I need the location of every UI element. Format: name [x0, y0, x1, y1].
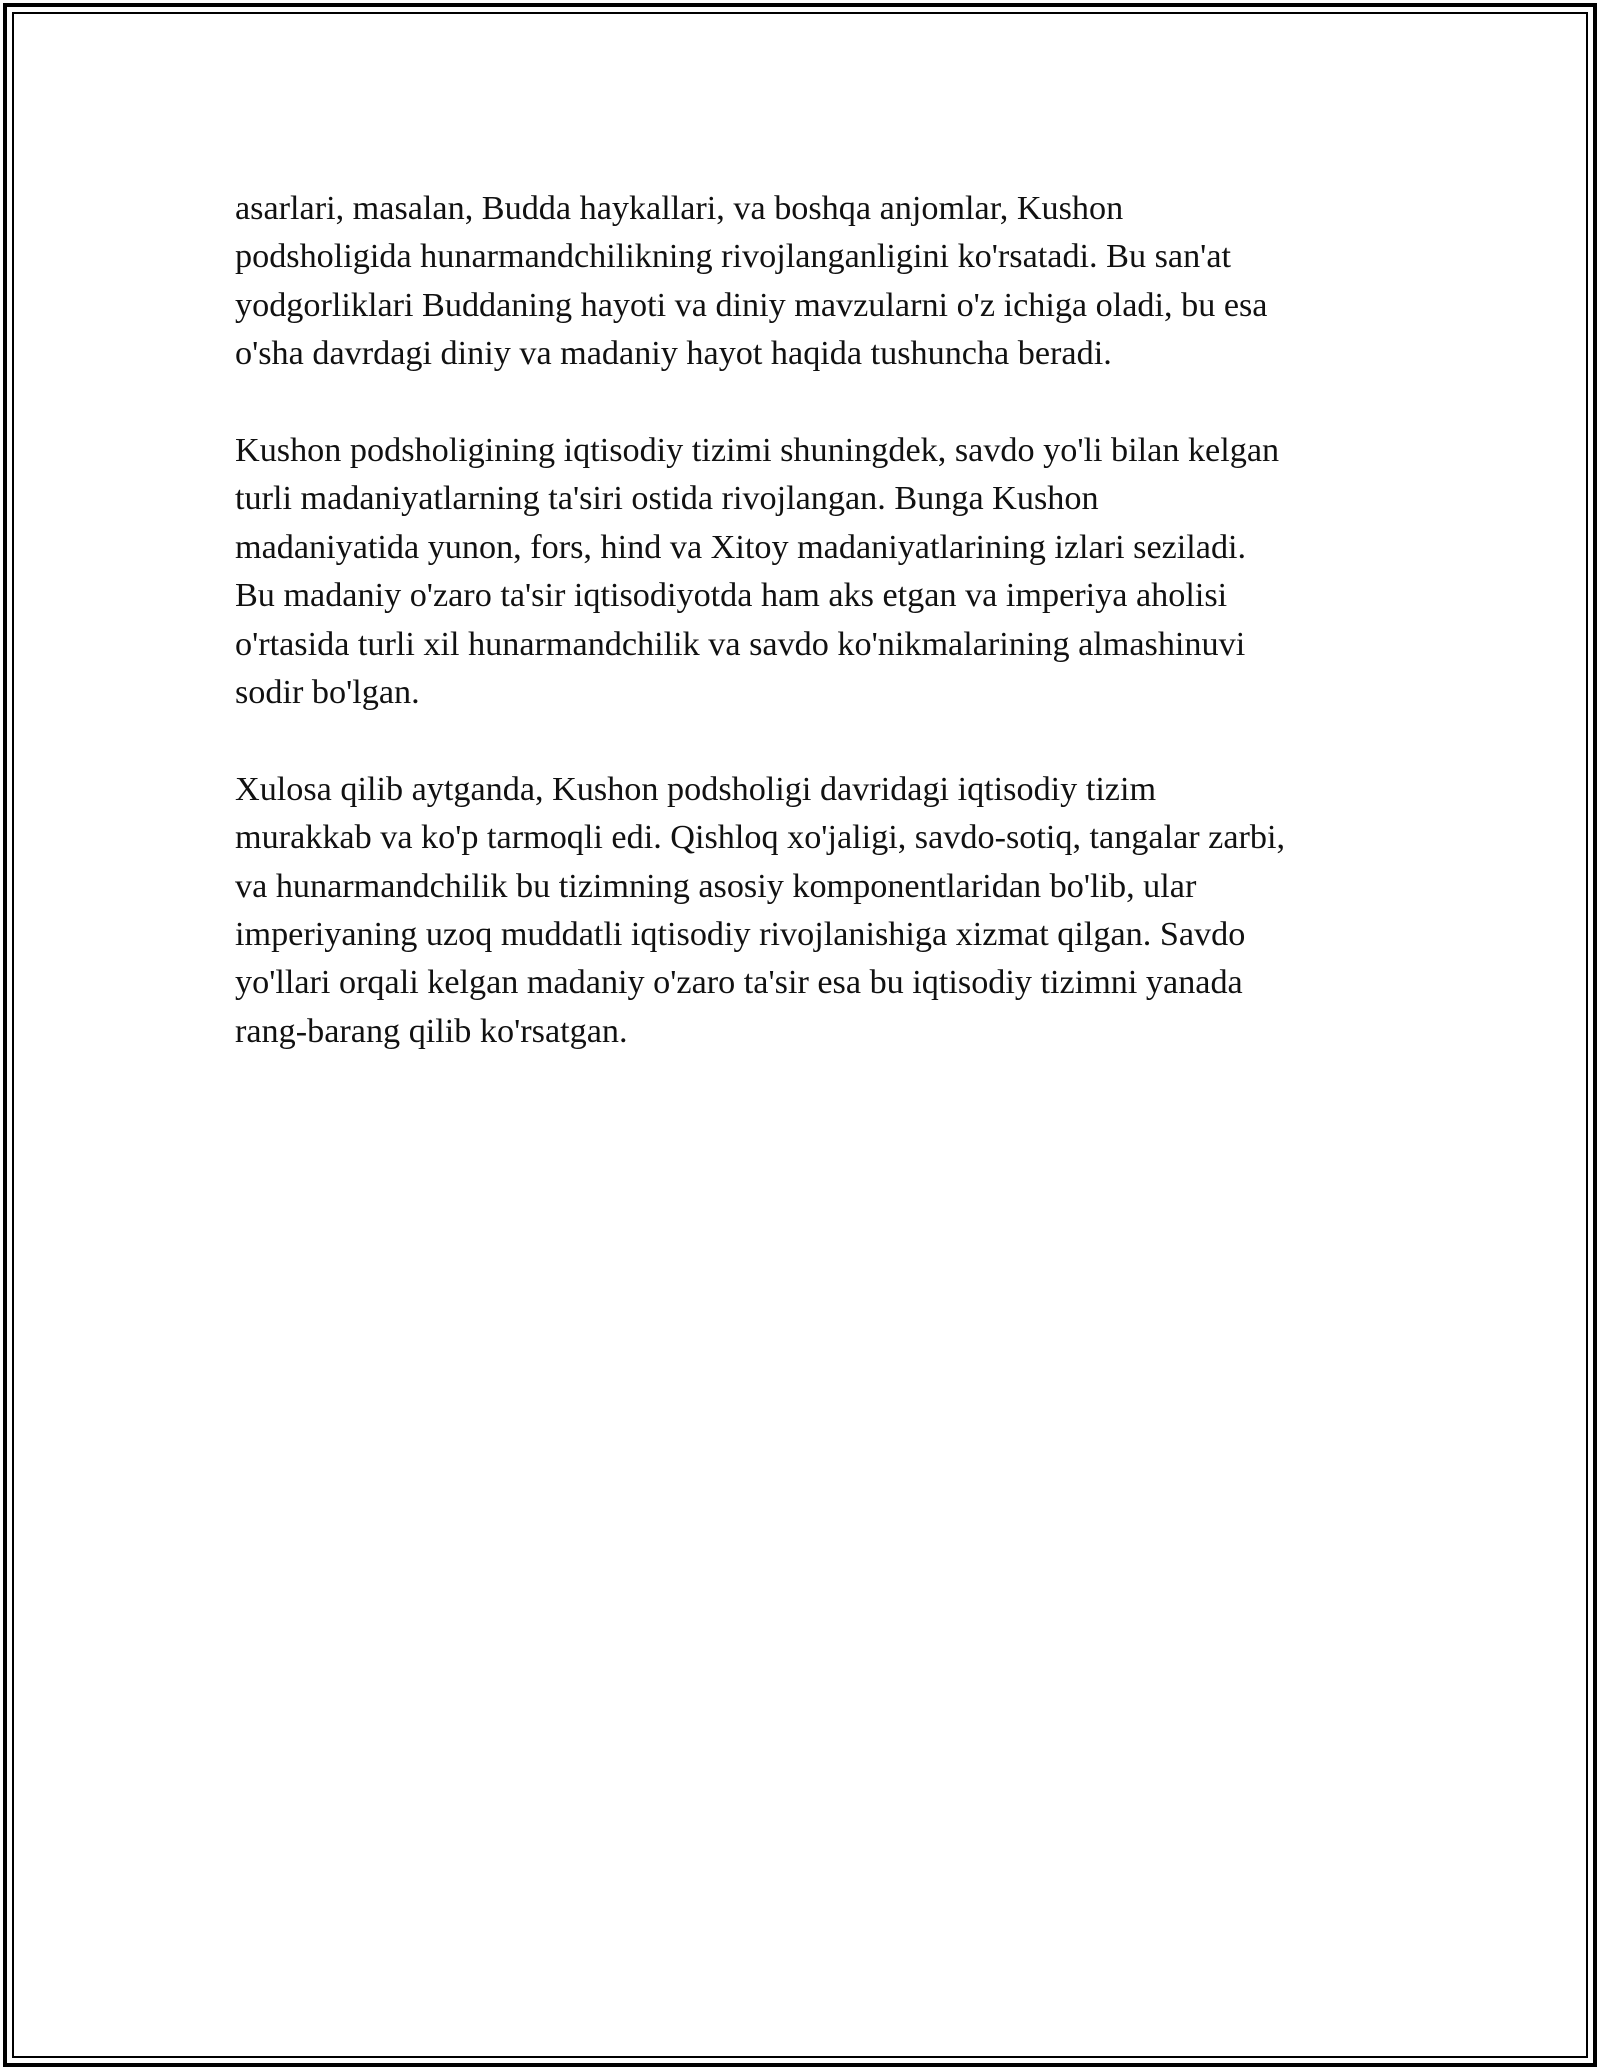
text-line: madaniyatida yunon, fors, hind va Xitoy madaniyatlarining izlari seziladi.: [235, 528, 1247, 566]
text-line: murakkab va ko'p tarmoqli edi. Qishloq xo'jaligi, savdo-sotiq, tangalar zarbi,: [235, 819, 1286, 857]
text-line: sodir bo'lgan.: [235, 674, 420, 712]
paragraph-3: [235, 766, 1375, 1056]
text-line: o'rtasida turli xil hunarmandchilik va savdo ko'nikmalarining almashinuvi: [235, 625, 1246, 663]
text-line: va hunarmandchilik bu tizimning asosiy komponentlaridan bo'lib, ular: [235, 867, 1197, 905]
text-line: Kushon podsholigining iqtisodiy tizimi shuningdek, savdo yo'li bilan kelgan: [235, 432, 1280, 470]
text-line: turli madaniyatlarning ta'siri ostida rivojlangan. Bunga Kushon: [235, 480, 1099, 518]
paragraph-1: [235, 185, 1375, 379]
text-line: podsholigida hunarmandchilikning rivojlanganligini ko'rsatadi. Bu san'at: [235, 238, 1231, 276]
text-line: rang-barang qilib ko'rsatgan.: [235, 1012, 628, 1050]
text-line: yodgorliklari Buddaning hayoti va diniy mavzularni o'z ichiga oladi, bu esa: [235, 286, 1268, 324]
text-line: imperiyaning uzoq muddatli iqtisodiy rivojlanishiga xizmat qilgan. Savdo: [235, 916, 1246, 954]
document-body: [235, 185, 1375, 1105]
text-line: Xulosa qilib aytganda, Kushon podsholigi davridagi iqtisodiy tizim: [235, 770, 1157, 808]
text-line: yo'llari orqali kelgan madaniy o'zaro ta'sir esa bu iqtisodiy tizimni yanada: [235, 964, 1243, 1002]
text-line: Bu madaniy o'zaro ta'sir iqtisodiyotda ham aks etgan va imperiya aholisi: [235, 577, 1228, 615]
text-line: o'sha davrdagi diniy va madaniy hayot haqida tushuncha beradi.: [235, 335, 1112, 373]
paragraph-2: [235, 427, 1375, 717]
text-line: asarlari, masalan, Budda haykallari, va boshqa anjomlar, Kushon: [235, 190, 1124, 227]
